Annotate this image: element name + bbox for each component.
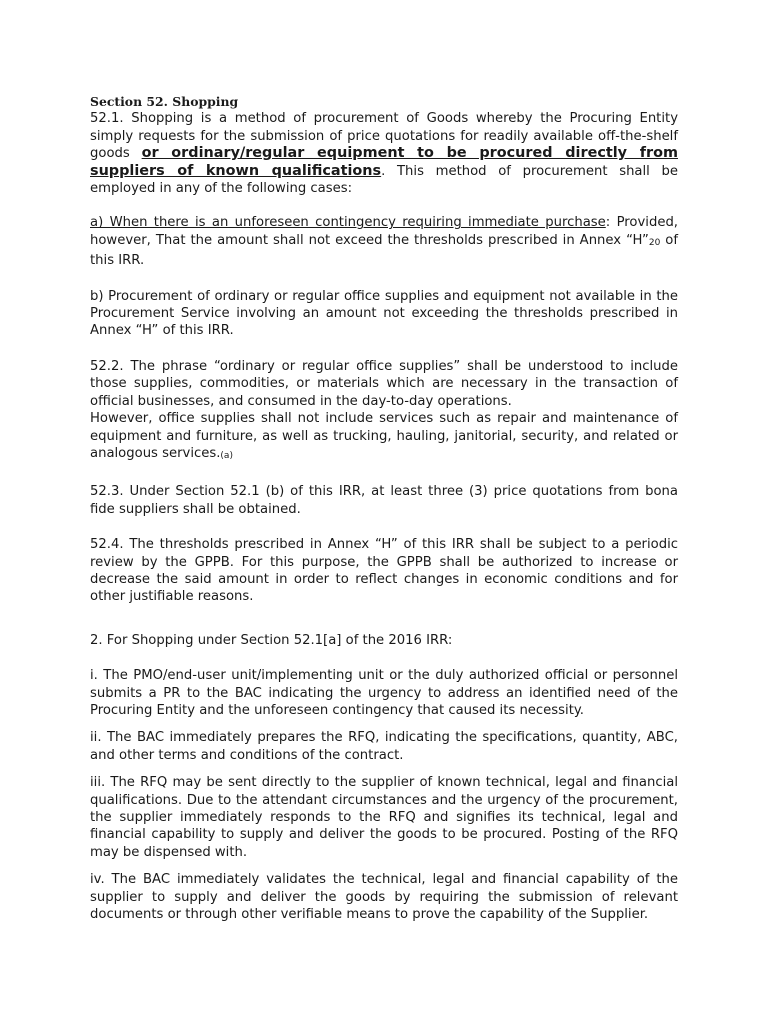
paragraph-52-2: 52.2. The phrase “ordinary or regular office supplies” shall be understood to include those supplies, commodities, or materials which are necessary in the transaction of official businesses, and consumed in the day-to-day operations. bbox=[90, 358, 678, 409]
paragraph-52-1 bbox=[90, 110, 678, 197]
case-b-paragraph: b) Procurement of ordinary or regular office supplies and equipment not available in the Procurement Service involving an amount not exceeding the thresholds prescribed in Annex “H” of this IRR. bbox=[90, 288, 678, 339]
paragraph-52-2-however bbox=[90, 410, 678, 465]
p52-1-text: 52.1. Shopping is a method of procurement of Goods whereby the Procuring Entity simply requests for the submission of price quotations for readily available off-the-shelf goods bbox=[90, 111, 678, 162]
note-ref: (a) bbox=[220, 450, 233, 461]
item-2-heading: 2. For Shopping under Section 52.1[a] of the 2016 IRR: bbox=[90, 632, 453, 648]
case-a-underlined: a) When there is an unforeseen contingency requiring immediate purchase bbox=[90, 215, 606, 231]
document-page bbox=[90, 93, 678, 923]
footnote-ref: 20 bbox=[648, 237, 661, 248]
case-a-text: : Provided, however, That the amount shall not exceed the thresholds prescribed in Annex “H” bbox=[90, 215, 679, 248]
however-text: However, office supplies shall not include services such as repair and maintenance of equipment and furniture, as well as trucking, hauling, janitorial, security, and related or analogous services. bbox=[90, 411, 678, 461]
p52-1-text-end: . This method of procurement shall be employed in any of the following cases: bbox=[90, 163, 678, 197]
case-a-text-end: of this IRR. bbox=[90, 232, 679, 269]
step-iii: iii. The RFQ may be sent directly to the supplier of known technical, legal and financial qualifications. Due to the attendant circumstances and the urgency of the procurement, the supplier immediately responds to the RFQ and signifies its technical, legal and financial capability to supply and deliver the goods to be procured. Posting of the RFQ may be dispensed with. bbox=[90, 775, 678, 860]
step-ii: ii. The BAC immediately prepares the RFQ, indicating the specifications, quantity, ABC, and other terms and conditions of the contract. bbox=[90, 730, 678, 763]
paragraph-52-4: 52.4. The thresholds prescribed in Annex “H” of this IRR shall be subject to a periodic review by the GPPB. For this purpose, the GPPB shall be authorized to increase or decrease the said amount in order to reflect changes in economic conditions and for other justifiable reasons. bbox=[90, 537, 678, 605]
paragraph-52-3: 52.3. Under Section 52.1 (b) of this IRR, at least three (3) price quotations from bona fide suppliers shall be obtained. bbox=[90, 484, 678, 517]
step-i: i. The PMO/end-user unit/implementing unit or the duly authorized official or personnel submits a PR to the BAC indicating the urgency to address an identified need of the Procuring Entity and the unforeseen contingency that caused its necessity. bbox=[90, 668, 678, 718]
section-title: Section 52. Shopping bbox=[90, 94, 239, 109]
case-a-paragraph bbox=[90, 214, 678, 269]
step-iv: iv. The BAC immediately validates the technical, legal and financial capability of the supplier to supply and deliver the goods by requiring the submission of relevant documents or through other verifiable means to prove the capability of the Supplier. bbox=[90, 872, 678, 923]
p52-1-bold-text: or ordinary/regular equipment to be procured directly from suppliers of known qualifications bbox=[90, 145, 678, 179]
